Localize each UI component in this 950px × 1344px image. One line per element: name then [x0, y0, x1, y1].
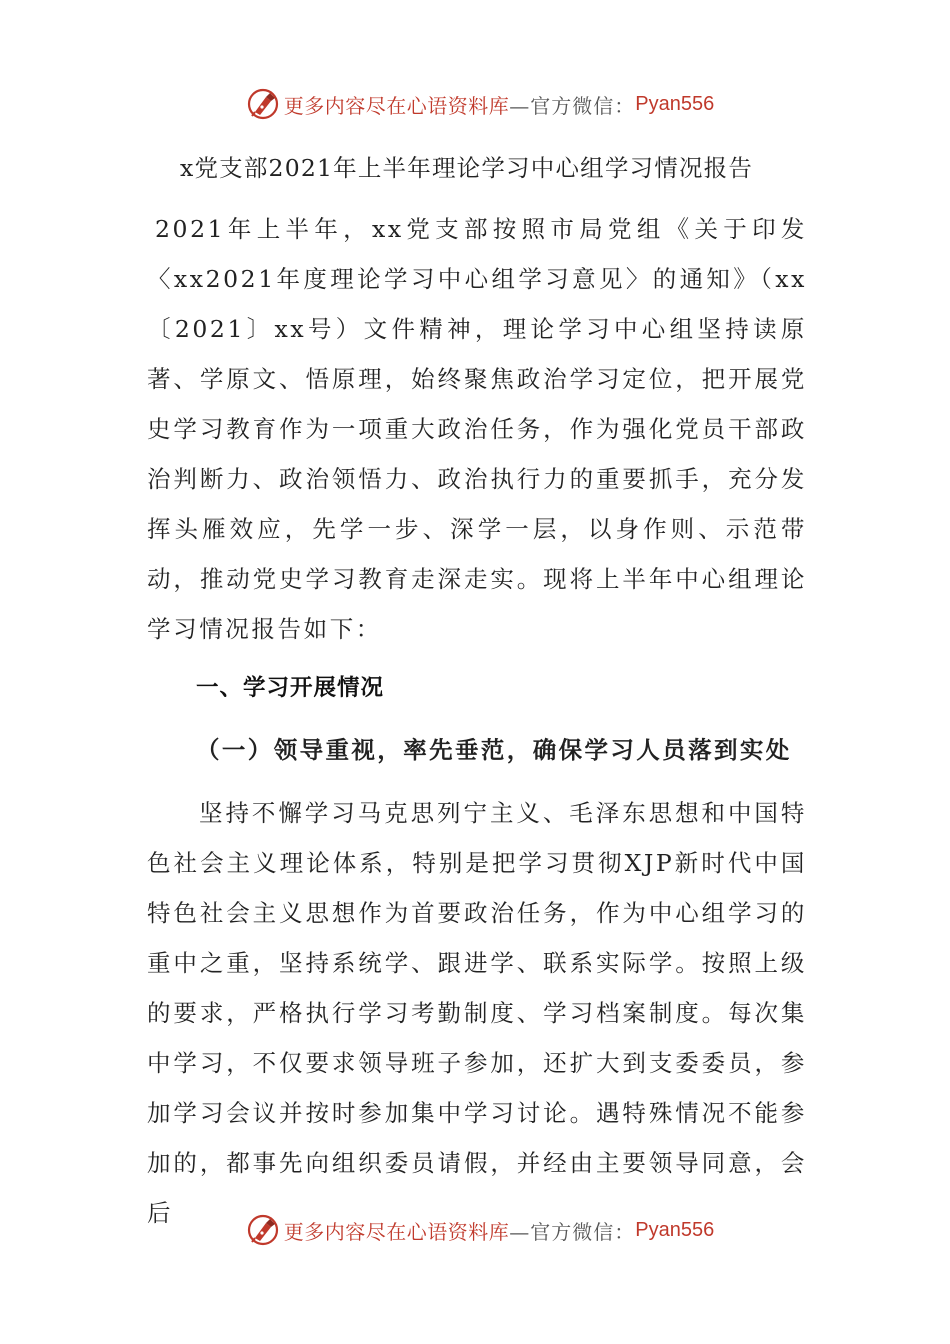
pen-nib-icon: [246, 87, 280, 121]
header-banner-content: [246, 87, 714, 121]
body-paragraph: 坚持不懈学习马克思列宁主义、毛泽东思想和中国特色社会主义理论体系，特别是把学习贯彻XJP新时代中国特色社会主义思想作为首要政治任务，作为中心组学习的重中之重，坚持系统学、跟进学、联系实际学。按照上级的要求，严格执行学习考勤制度、学习档案制度。每次集中学习，不仅要求领导班子参加，还扩大到支委委员，参加学习会议并按时参加集中学习讨论。遇特殊情况不能参加的，都事先向组织委员请假，并经由主要领导同意，会后: [147, 799, 807, 1227]
banner-wechat-label: —官方微信：: [509, 1219, 636, 1244]
section-heading: 一、学习开展情况: [196, 675, 385, 701]
banner-wechat-id: Pyan556: [635, 92, 715, 115]
document-title: x党支部2021年上半年理论学习中心组学习情况报告: [180, 154, 754, 182]
banner-library-text: 更多内容尽在心语资料库: [283, 1219, 510, 1244]
header-banner: [0, 82, 950, 126]
banner-wechat-id: Pyan556: [635, 1218, 715, 1241]
pen-nib-icon: [246, 1213, 280, 1247]
intro-paragraph: 2021年上半年，xx党支部按照市局党组《关于印发〈xx2021年度理论学习中心组学习意见〉的通知》（xx〔2021〕xx号）文件精神，理论学习中心组坚持读原著、学原文、悟原理，始终聚焦政治学习定位，把开展党史学习教育作为一项重大政治任务，作为强化党员干部政治判断力、政治领悟力、政治执行力的重要抓手，充分发挥头雁效应，先学一步、深学一层，以身作则、示范带动，推动党史学习教育走深走实。现将上半年中心组理论学习情况报告如下：: [147, 215, 807, 643]
footer-banner: [0, 1208, 950, 1252]
footer-banner-content: [246, 1213, 714, 1247]
banner-wechat-label: —官方微信：: [509, 93, 636, 118]
subsection-heading: （一）领导重视，率先垂范，确保学习人员落到实处: [196, 736, 792, 764]
banner-library-text: 更多内容尽在心语资料库: [283, 93, 510, 118]
